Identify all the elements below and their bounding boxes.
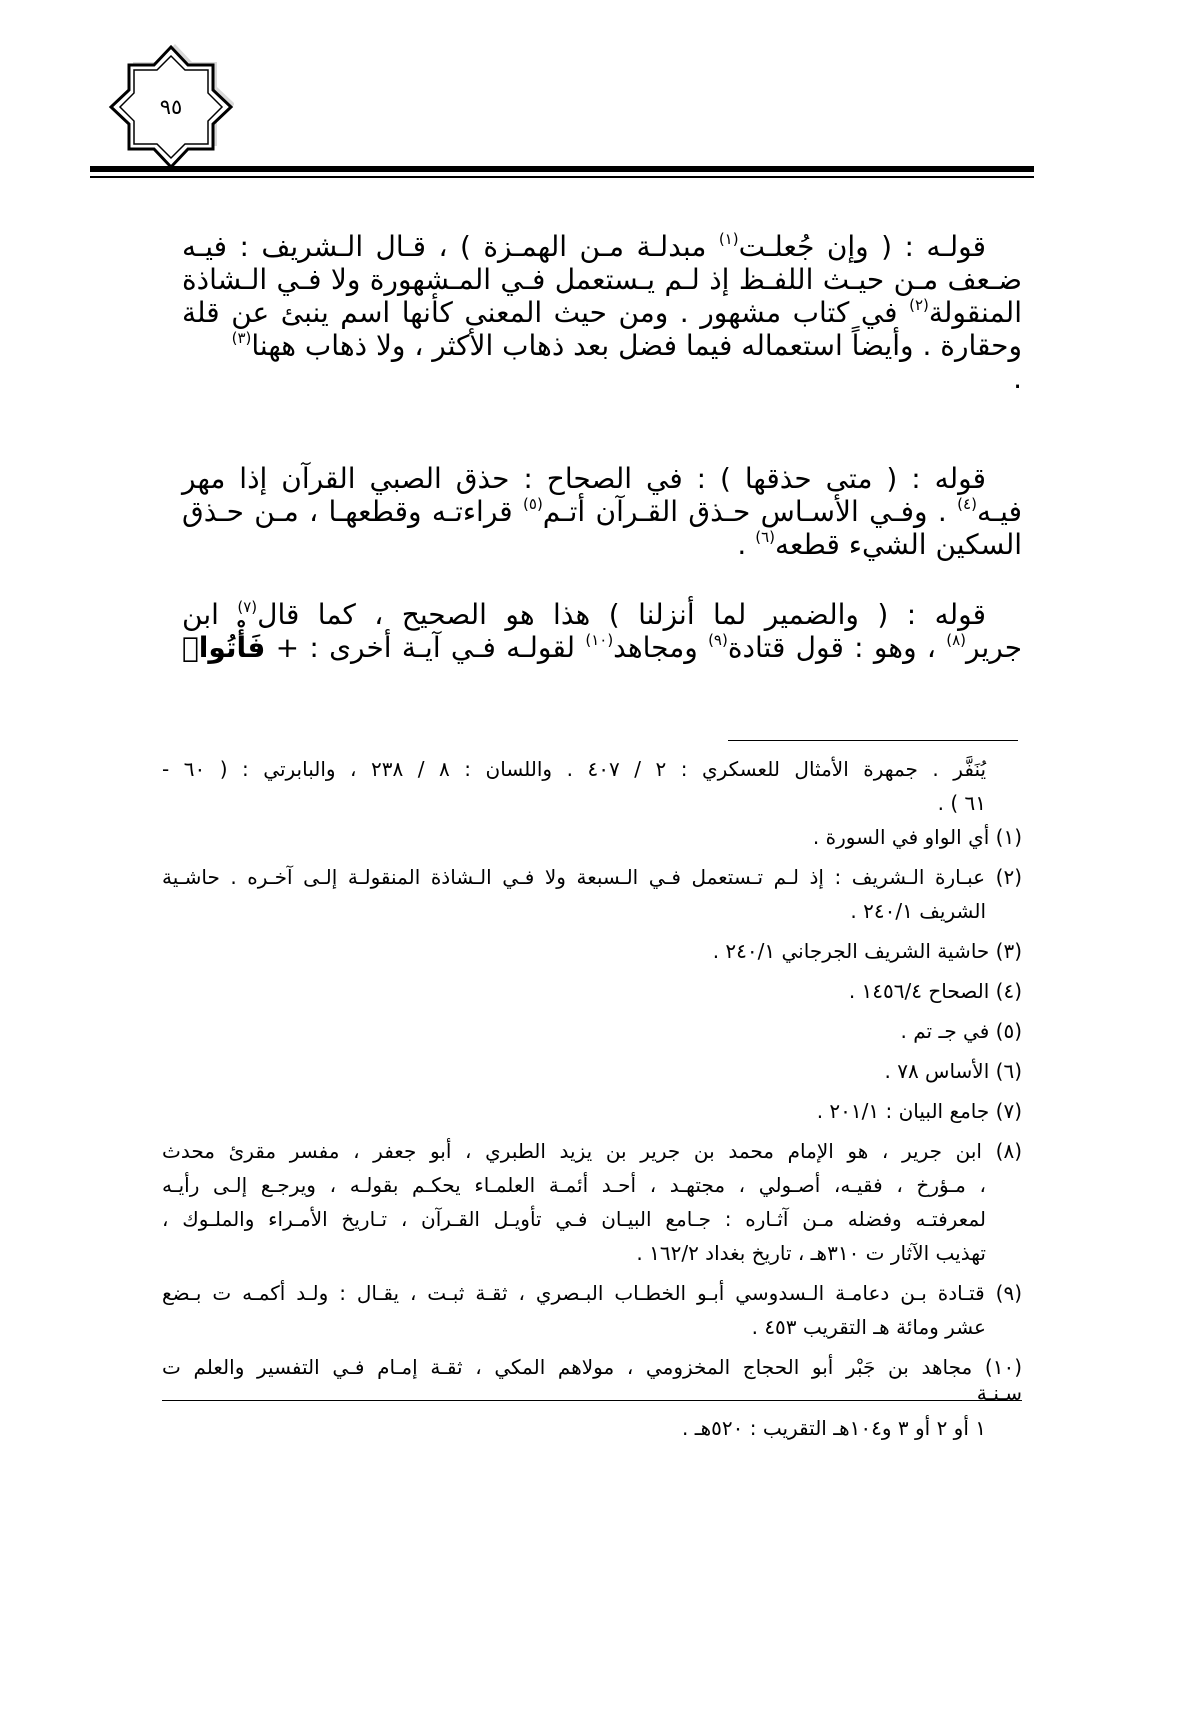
- footnote-2: (٢) عبـارة الـشريف : إذ لـم تـستعمل فـي الـسبعة ولا فـي الـشاذة المنقولـة إلـى آخـره . حاشـية: [162, 865, 1022, 889]
- footnote-ref[interactable]: (١): [718, 229, 739, 248]
- footnote-6: (٦) الأساس ٧٨ .: [884, 1059, 1022, 1083]
- footnote-8-cont: ، مـؤرخ ، فقيـه، أصـولي ، مجتهـد ، أحـد أئمـة العلمـاء يحكـم بقولـه ، ويرجـع إلـى رأيـه: [162, 1173, 986, 1197]
- footnote-ref[interactable]: (٥): [523, 494, 543, 513]
- footnote-ref[interactable]: (٢): [909, 295, 929, 314]
- footnote-ref[interactable]: (٧): [237, 597, 258, 616]
- footnote-2-cont: الشريف ٢٤٠/١ .: [850, 899, 986, 923]
- footnote-8-cont: لمعرفتـه وفضله مـن آثـاره : جـامع البيـان فـي تأويـل القـرآن ، تـاريخ الأمـراء والملـوك ،: [162, 1207, 986, 1231]
- footnote-10-cont: سـنـة: [976, 1381, 1022, 1405]
- paragraph-line: ضـعف مـن حيـث اللفـظ إذ لـم يـستعمل فـي المـشهورة ولا فـي الـشاذة: [182, 263, 1022, 296]
- footnote-continuation: ٦١ ) .: [937, 791, 986, 815]
- page-number: ٩٥: [159, 95, 183, 119]
- paragraph-line: السكين الشيء قطعه$^{(٦)}$ .: [737, 527, 1022, 561]
- footnote-ref[interactable]: (٤): [957, 494, 977, 513]
- quran-quote: فَأْتُوا۟: [182, 631, 266, 664]
- footnote-ref[interactable]: (٨): [946, 630, 966, 649]
- paragraph-line: قولـه : ( وإن جُعلـت$^{(١)}$ مبدلـة مـن الهمـزة ) ، قـال الـشريف : فيـه: [182, 229, 986, 263]
- footnote-ref[interactable]: (٣): [231, 328, 252, 347]
- paragraph-line: فيـه$^{(٤)}$ . وفـي الأسـاس حـذق القـرآن أتـم$^{(٥)}$ قراءتـه وقطعهـا ، مـن حـذق: [182, 494, 1022, 528]
- header-rule: [90, 166, 1034, 172]
- footnote-9: (٩) قتـادة بـن دعامـة الـسدوسي أبـو الخطـاب البـصري ، ثقـة ثبـت ، يقـال : ولـد أكمـه ت بـضع: [162, 1281, 1022, 1305]
- footnotes: [162, 752, 1022, 1445]
- footnote-7: (٧) جامع البيان : ٢٠١/١ .: [816, 1099, 1022, 1123]
- footnote-ref[interactable]: (٦): [755, 527, 776, 546]
- footnote-underline: [162, 1390, 1022, 1401]
- footnote-separator: [728, 740, 1018, 741]
- footnote-1: (١) أي الواو في السورة .: [812, 825, 1022, 849]
- footnote-3: (٣) حاشية الشريف الجرجاني ٢٤٠/١ .: [712, 939, 1022, 963]
- paragraph-line: وحقارة . وأيضاً استعماله فيما فضل بعد ذهاب الأكثر ، ولا ذهاب ههنا$^{(٣)}$: [231, 328, 1022, 362]
- footnote-10: (١٠) مجاهد بن جَبْر أبو الحجاج المخزومي ، مولاهم المكي ، ثقـة إمـام فـي التفسير والعلم ت: [162, 1355, 1022, 1379]
- footnote-10-cont: ١ أو ٢ أو ٣ و١٠٤هـ التقريب : ٥٢٠هـ .: [682, 1416, 986, 1440]
- footnote-ref[interactable]: (٩): [708, 630, 728, 649]
- paragraph-1: [182, 230, 1022, 395]
- paragraph-line: قوله : ( متى حذقها ) : في الصحاح : حذق الصبي القرآن إذا مهر: [182, 462, 986, 495]
- paragraph-line: .: [1013, 362, 1022, 395]
- footnote-5: (٥) في جـ تم .: [900, 1019, 1022, 1043]
- paragraph-3: [182, 598, 1022, 664]
- footnote-4: (٤) الصحاح ١٤٥٦/٤ .: [848, 979, 1022, 1003]
- header-rule-thin: [90, 176, 1034, 178]
- paragraph-2: [182, 462, 1022, 561]
- footnote-continuation: يُنَفَّر . جمهرة الأمثال للعسكري : ٢ / ٤٠٧ . واللسان : ٨ / ٢٣٨ ، والبابرتي : ( ٦٠ -: [162, 757, 987, 781]
- footnote-8: (٨) ابن جرير ، هو الإمام محمد بن جرير بن يزيد الطبري ، أبو جعفر ، مفسر مقرئ محدث: [162, 1139, 1022, 1163]
- footnote-9-cont: عشر ومائة هـ التقريب ٤٥٣ .: [751, 1315, 986, 1339]
- paragraph-line: جرير$^{(٨)}$ ، وهو : قول قتادة$^{(٩)}$ ومجاهد$^{(١٠)}$ لقولـه فـي آيـة أخرى : + فَأْتُوا۟: [182, 630, 1022, 664]
- paragraph-line: قوله : ( والضمير لما أنزلنا ) هذا هو الصحيح ، كما قال$^{(٧)}$ ابن: [182, 597, 986, 631]
- page-number-badge: [108, 44, 234, 170]
- footnote-ref[interactable]: (١٠): [585, 630, 614, 649]
- paragraph-line: المنقولة$^{(٢)}$ في كتاب مشهور . ومن حيث المعنى كأنها اسم ينبئ عن قلة: [182, 295, 1022, 329]
- footnote-8-cont: تهذيب الآثار ت ٣١٠هـ ، تاريخ بغداد ١٦٢/٢ .: [636, 1241, 986, 1265]
